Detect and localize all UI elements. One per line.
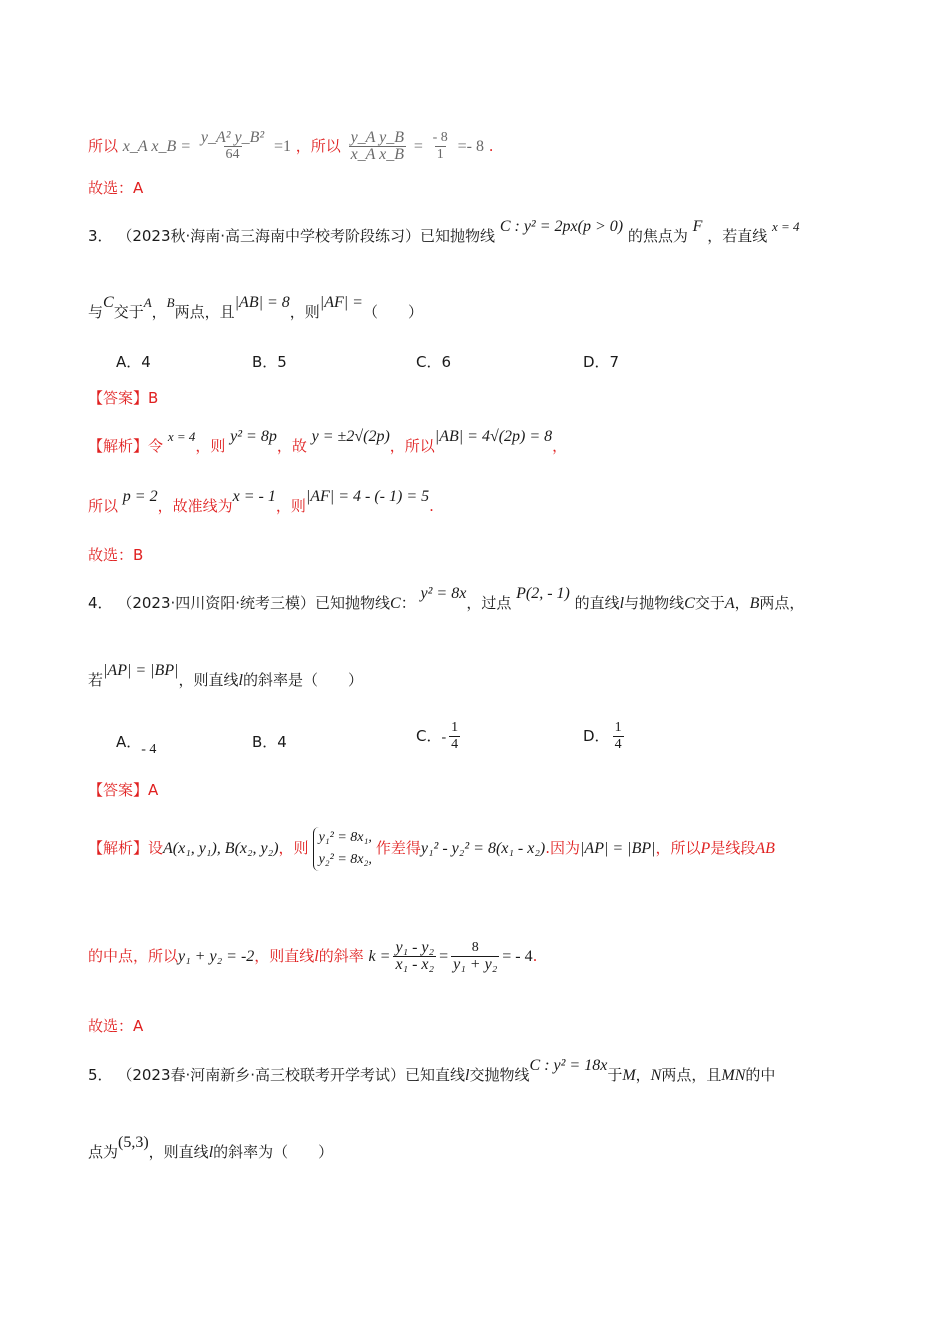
q4-option-b: B．4 xyxy=(252,733,287,751)
math-eq: = xyxy=(413,138,423,155)
math: x = 4 xyxy=(167,429,196,444)
text: 令 xyxy=(148,437,164,455)
text: 两点，且 xyxy=(661,1066,722,1084)
text: ，则直线 xyxy=(254,947,315,965)
math-parabola: y² = 8x xyxy=(420,585,467,602)
math-line: x = 4 xyxy=(772,219,800,234)
math-AB: AB xyxy=(755,840,775,857)
text-sep: ，所以 xyxy=(295,137,341,155)
q3-answer: 【答案】B xyxy=(88,389,159,407)
math-eq2: =- 8 xyxy=(457,138,484,155)
text: ， xyxy=(635,1066,651,1084)
text: 所以 xyxy=(88,497,119,515)
text: 若 xyxy=(88,671,104,689)
frac-den: 1 xyxy=(436,147,444,162)
frac-num: 1 xyxy=(614,720,622,735)
math-xaxb: x_A x_B = xyxy=(122,138,192,155)
math: |AB| = 4√(2p) = 8 xyxy=(434,428,553,445)
q5-line1 xyxy=(88,1057,776,1086)
math: y = ±2√(2p) xyxy=(311,428,390,445)
text: 与抛物线 xyxy=(624,594,685,612)
text-suoyi: 所以 xyxy=(88,137,119,155)
text: ，则 xyxy=(278,839,309,857)
text: ，故准线为 xyxy=(157,497,233,515)
frac-den: 4 xyxy=(614,737,622,752)
text: . xyxy=(429,497,434,515)
math-A: A xyxy=(143,295,152,310)
analysis-label: 【解析】 xyxy=(88,839,149,857)
text-period: . xyxy=(488,137,494,155)
text: 两点， xyxy=(759,594,805,612)
q4-option-a xyxy=(116,732,157,757)
text: ： xyxy=(400,594,416,612)
frac-den: y₁ + y₂ xyxy=(453,956,498,973)
math-sum: y₁ + y₂ = -2 xyxy=(178,948,255,965)
math: y² = 8p xyxy=(230,428,277,445)
frac-den: 4 xyxy=(451,737,459,752)
math-l: l xyxy=(619,595,625,612)
option-value: - 4 xyxy=(141,742,157,757)
text: ，若直线 xyxy=(707,227,768,245)
text: ，所以 xyxy=(655,839,701,857)
math-A: A xyxy=(724,595,735,612)
math-parabola: C : y² = 2px(p > 0) xyxy=(499,218,624,235)
text: 与 xyxy=(88,303,104,321)
math-AB: |AB| = 8 xyxy=(234,294,290,311)
text: ，过点 xyxy=(466,594,512,612)
q4-option-c xyxy=(416,720,463,753)
option-sign: - xyxy=(441,730,447,745)
q3-option-a: A．4 xyxy=(116,353,151,371)
text: 的斜率为（ ） xyxy=(213,1143,334,1161)
text: 交于 xyxy=(694,594,725,612)
frac-num: 1 xyxy=(451,720,459,735)
text: 设 xyxy=(148,839,164,857)
math-point: (5,3) xyxy=(118,1134,149,1151)
frac-num: - 8 xyxy=(432,130,448,145)
math-eq: = xyxy=(439,948,449,965)
q3-analysis-line2 xyxy=(88,488,434,517)
q4-line1 xyxy=(88,585,805,614)
math-B: B xyxy=(166,295,175,310)
text: 作差得 xyxy=(375,839,421,857)
question-number: 3． xyxy=(88,227,113,245)
frac-den: x_A x_B xyxy=(350,146,405,163)
math-diff: y₁² - y₂² = 8(x₁ - x₂) xyxy=(420,840,546,857)
text: 两点，且 xyxy=(174,303,235,321)
math: |AF| = 4 - (- 1) = 5 xyxy=(305,488,430,505)
equation-system xyxy=(313,827,372,871)
text: ，则 xyxy=(289,303,320,321)
fraction-neg8-1 xyxy=(431,130,450,163)
math-l: l xyxy=(314,948,319,965)
math-points: A(x₁, y₁), B(x₂, y₂) xyxy=(163,840,279,857)
text: ， xyxy=(151,303,167,321)
q3-choose: 故选：B xyxy=(88,546,144,564)
q3-option-c: C．6 xyxy=(416,353,452,371)
q3-analysis-line1 xyxy=(88,428,568,457)
line-top-result xyxy=(88,130,494,163)
q3-line2 xyxy=(88,294,423,323)
text: 的焦点为 xyxy=(627,227,688,245)
question-source: （2023·四川资阳·统考三模）已知抛物线 xyxy=(117,594,391,612)
q4-answer: 【答案】A xyxy=(88,781,159,799)
text: ， xyxy=(734,594,750,612)
math-eq: |AP| = |BP| xyxy=(580,840,656,857)
math-C: C xyxy=(103,294,114,311)
q4-choose: 故选：A xyxy=(88,1017,144,1035)
text: ，故 xyxy=(276,437,307,455)
question-source: （2023秋·海南·高三海南中学校考阶段练习）已知抛物线 xyxy=(117,227,496,245)
frac-num: 8 xyxy=(471,940,479,955)
math-l: l xyxy=(208,1144,214,1161)
text: .因为 xyxy=(545,839,581,857)
option-fraction xyxy=(449,720,460,753)
q3-line1 xyxy=(88,218,800,247)
math-P: P xyxy=(700,840,711,857)
fraction-ya2yb2-64 xyxy=(199,130,266,163)
fraction-yayb-xaxb xyxy=(349,130,406,163)
math-parabola: C : y² = 18x xyxy=(529,1057,608,1074)
text: 的直线 xyxy=(574,594,620,612)
frac-num: y_A y_B xyxy=(350,129,405,146)
math-N: N xyxy=(650,1067,662,1084)
answer-blank: （ ） xyxy=(362,303,423,321)
option-fraction xyxy=(613,720,624,753)
equation-2: y₂² = 8x₂, xyxy=(318,851,372,867)
math-l: l xyxy=(465,1067,470,1084)
frac-num: y_A² y_B² xyxy=(200,129,265,146)
text: ，所以 xyxy=(389,437,435,455)
option-label: C． xyxy=(416,727,442,745)
text: ，则直线 xyxy=(148,1143,209,1161)
math-eq1: =1 xyxy=(273,138,291,155)
choose-1: 故选：A xyxy=(88,179,144,197)
text: 交于 xyxy=(113,303,144,321)
text: 点为 xyxy=(88,1143,119,1161)
q4-option-d xyxy=(583,720,627,753)
q3-option-b: B．5 xyxy=(252,353,287,371)
fraction-8-sum xyxy=(451,940,499,973)
frac-den: x₁ - x₂ xyxy=(395,956,435,973)
text: 的斜率是（ ） xyxy=(242,671,363,689)
math-l: l xyxy=(238,672,243,689)
math-k: k = xyxy=(368,948,391,965)
math-eq: |AP| = |BP| xyxy=(103,662,179,679)
text: 的中点，所以 xyxy=(88,947,179,965)
text: 交抛物线 xyxy=(469,1066,530,1084)
text: ， xyxy=(552,437,568,455)
frac-num: y₁ - y₂ xyxy=(395,939,435,956)
q5-line2 xyxy=(88,1134,334,1163)
math-B: B xyxy=(749,595,760,612)
math-focus: F xyxy=(692,218,703,235)
question-source: （2023春·河南新乡·高三校联考开学考试）已知直线 xyxy=(117,1066,466,1084)
analysis-label: 【解析】 xyxy=(88,437,149,455)
text-period: . xyxy=(532,947,538,965)
text: ，则 xyxy=(275,497,306,515)
question-number: 5． xyxy=(88,1066,113,1084)
option-label: D． xyxy=(583,727,610,745)
equation-1: y₁² = 8x₁, xyxy=(318,829,372,845)
q4-analysis-line1 xyxy=(88,818,775,879)
q4-line2 xyxy=(88,662,363,691)
q3-option-d: D．7 xyxy=(583,353,620,371)
q4-analysis-line2 xyxy=(88,936,537,977)
text: 的中 xyxy=(745,1066,776,1084)
text: ，则 xyxy=(195,437,226,455)
fraction-slope xyxy=(393,940,436,973)
text: ，则直线 xyxy=(178,671,239,689)
math-C: C xyxy=(684,595,695,612)
math: p = 2 xyxy=(122,488,158,505)
math-C: C xyxy=(390,595,401,612)
math-MN: MN xyxy=(721,1067,746,1084)
math: x = - 1 xyxy=(232,488,276,505)
text: 的斜率 xyxy=(318,947,364,965)
frac-den: 64 xyxy=(225,147,240,162)
question-number: 4． xyxy=(88,594,113,612)
text: 是线段 xyxy=(710,839,756,857)
math-point: P(2, - 1) xyxy=(516,585,570,602)
option-label: A． xyxy=(116,733,142,751)
math-AF: |AF| = xyxy=(319,294,363,311)
math-M: M xyxy=(622,1067,636,1084)
text: 于 xyxy=(607,1066,623,1084)
math-result: = - 4 xyxy=(502,948,533,965)
